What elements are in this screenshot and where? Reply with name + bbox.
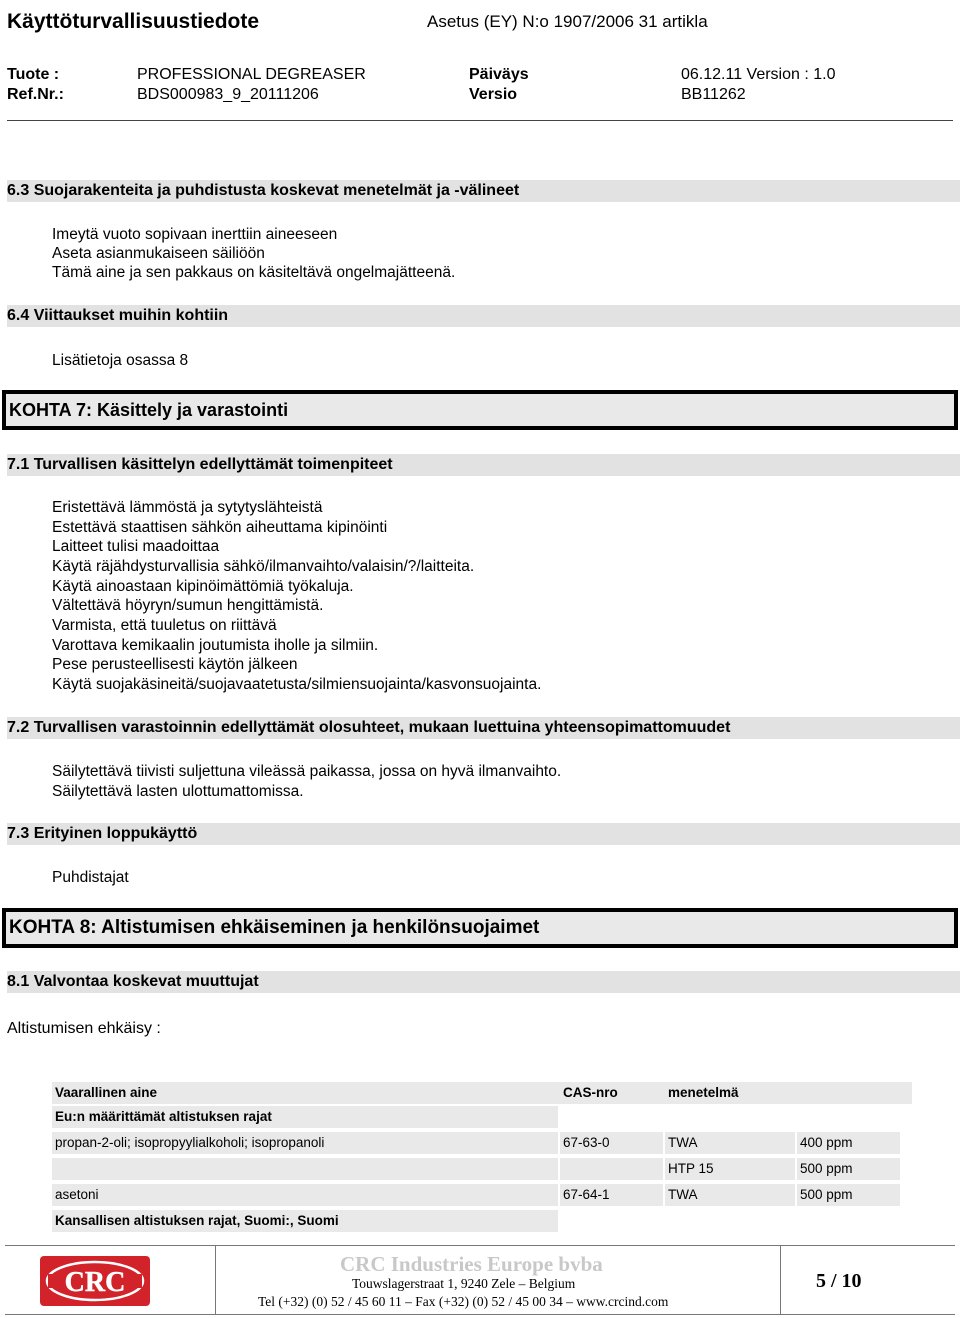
date-label: Päiväys [469,66,529,83]
ref-label: Ref.Nr.: [7,86,64,103]
company-name: CRC Industries Europe bvba [340,1252,603,1276]
table-cell-method: TWA [668,1135,698,1150]
table-row-gap [52,1158,558,1181]
table-cell-cas: 67-63-0 [563,1135,610,1150]
crc-logo [40,1256,150,1306]
company-contact: Tel (+32) (0) 52 / 45 60 11 – Fax (+32) (0) 52 / 45 00 34 – www.crcind.com [258,1294,669,1309]
table-row [52,1184,900,1206]
section-7-1-line: Varmista, että tuuletus on riittävä [52,617,277,634]
section-7-2-line: Säilytettävä lasten ulottumattomissa. [52,783,304,800]
header-divider [7,120,953,121]
regulation-reference: Asetus (EY) N:o 1907/2006 31 artikla [427,12,708,31]
section-7-1-line: Käytä suojakäsineitä/suojavaatetusta/silmiensuojainta/kasvonsuojainta. [52,676,542,693]
company-address: Touwslagerstraat 1, 9240 Zele – Belgium [352,1276,576,1291]
section-7-1-line: Käytä räjähdysturvallisia sähkö/ilmanvaihto/valaisin/?/laitteita. [52,558,475,575]
section-7-1-line: Vältettävä höyryn/sumun hengittämistä. [52,597,324,614]
section-6-3-line: Aseta asianmukaiseen säiliöön [52,245,265,262]
section-6-3-line: Tämä aine ja sen pakkaus on käsiteltävä ongelmajätteenä. [52,264,456,281]
section-7-1-line: Laitteet tulisi maadoittaa [52,538,220,555]
table-cell-value: 500 ppm [800,1187,853,1202]
table-cell-substance: propan-2-oli; isopropyylialkoholi; isopropanoli [55,1135,325,1150]
section-7-1-line: Pese perusteellisesti käytön jälkeen [52,656,298,673]
section-7-title: KOHTA 7: Käsittely ja varastointi [2,390,958,430]
section-7-1-line: Käytä ainoastaan kipinöimättömiä työkaluja. [52,578,354,595]
footer-divider [780,1245,781,1315]
table-eu-heading: Eu:n määrittämät altistuksen rajat [55,1109,272,1124]
table-divider [663,1130,665,1206]
product-label: Tuote : [7,66,60,83]
section-7-2-heading: 7.2 Turvallisen varastoinnin edellyttämät olosuhteet, mukaan luettuina yhteensopimattomuudet [7,717,960,739]
section-7-1-line: Varottava kemikaalin joutumista iholle ja silmiin. [52,637,379,654]
table-divider [558,1104,560,1232]
document-title: Käyttöturvallisuustiedote [7,10,260,33]
section-7-3-line: Puhdistajat [52,869,129,886]
ref-value: BDS000983_9_20111206 [137,86,319,103]
section-6-4-line: Lisätietoja osassa 8 [52,352,189,369]
table-divider [795,1130,797,1206]
footer-divider [215,1245,216,1315]
table-header-method: menetelmä [668,1085,739,1100]
table-cell-value: 500 ppm [800,1161,853,1176]
table-cell-method: HTP 15 [668,1161,714,1176]
section-6-3-line: Imeytä vuoto sopivaan inerttiin aineeseen [52,226,338,243]
table-cell-substance: asetoni [55,1187,99,1202]
table-header-substance: Vaarallinen aine [55,1085,158,1100]
table-cell-method: TWA [668,1187,698,1202]
page-number: 5 / 10 [816,1270,862,1292]
version-value: BB11262 [681,86,746,103]
section-6-4-heading: 6.4 Viittaukset muihin kohtiin [7,305,960,327]
section-7-1-line: Eristettävä lämmöstä ja sytytyslähteistä [52,499,323,516]
product-value: PROFESSIONAL DEGREASER [137,66,366,83]
section-8-1-subheading: Altistumisen ehkäisy : [7,1020,161,1037]
table-header-cas: CAS-nro [563,1085,618,1100]
date-value: 06.12.11 Version : 1.0 [681,66,836,83]
section-7-1-line: Estettävä staattisen sähkön aiheuttama kipinöinti [52,519,388,536]
table-header-row [52,1082,912,1104]
version-label: Versio [469,86,518,103]
table-national-heading: Kansallisen altistuksen rajat, Suomi:, Suomi [55,1213,339,1228]
section-6-3-heading: 6.3 Suojarakenteita ja puhdistusta koskevat menetelmät ja -välineet [7,180,960,202]
section-8-1-heading: 8.1 Valvontaa koskevat muuttujat [7,971,960,993]
section-7-2-line: Säilytettävä tiivisti suljettuna vileässä paikassa, jossa on hyvä ilmanvaihto. [52,763,562,780]
section-7-3-heading: 7.3 Erityinen loppukäyttö [7,823,960,845]
table-cell-value: 400 ppm [800,1135,853,1150]
section-7-1-heading: 7.1 Turvallisen käsittelyn edellyttämät toimenpiteet [7,454,960,476]
svg-text:CRC: CRC [64,1267,126,1298]
section-8-title: KOHTA 8: Altistumisen ehkäiseminen ja henkilönsuojaimet [2,908,958,948]
table-cell-cas: 67-64-1 [563,1187,610,1202]
